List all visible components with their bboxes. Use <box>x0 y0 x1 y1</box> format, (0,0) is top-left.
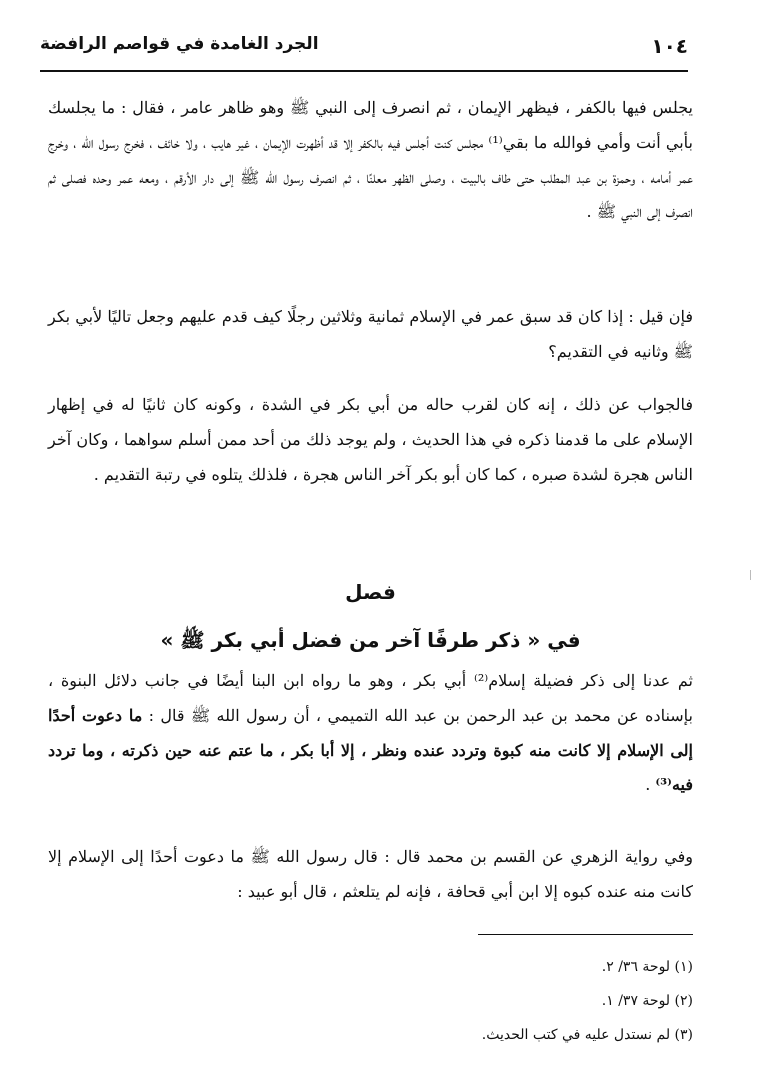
page-header <box>40 30 688 66</box>
paragraph-3-text: فالجواب عن ذلك ، إنه كان لقرب حاله من أبي بكر في الشدة ، وكونه كان ثانيًا له في إظهار الإسلام على ما قدمنا ذكره في هذا الحديث ، ولم يوجد ذلك من أحد ممن أسلم سواهما ، وكان آخر الناس هجرة لشدة صبره ، كما كان أبو بكر آخر الناس هجرة ، فلذلك يتلوه في رتبة التقديم . <box>48 395 694 484</box>
section-subheading: في « ذكر طرفًا آخر من فضل أبي بكر ﷺ » <box>160 628 581 652</box>
footnote-2: (٢) لوحة ٣٧/ ١. <box>601 993 693 1009</box>
header-divider <box>40 70 688 72</box>
running-title: الجرد الغامدة في قواصم الرافضة <box>40 34 319 54</box>
section-heading: فصل <box>345 580 396 604</box>
paragraph-2 <box>48 300 693 370</box>
footnote-3: (٣) لم نستدل عليه في كتب الحديث. <box>481 1027 693 1043</box>
paragraph-4-intro: ثم عدنا إلى ذكر فضيلة إسلام⁽²⁾ أبي بكر ، وهو ما رواه ابن البنا أيضًا في جانب دلائل البنوة ، بإسناده عن محمد بن عبد الرحمن بن عبد الله التميمي ، أن رسول الله ﷺ قال : <box>48 671 694 725</box>
paragraph-3 <box>48 388 693 492</box>
page-number: ١٠٤ <box>651 34 688 58</box>
paragraph-4-end: . <box>645 775 656 795</box>
paragraph-5-text: وفي رواية الزهري عن القسم بن محمد قال : قال رسول الله ﷺ ما دعوت أحدًا إلى الإسلام إلا كانت منه عنده كبوه إلا ابن أبي قحافة ، فإنه لم يتلعثم ، قال أبو عبيد : <box>48 847 693 901</box>
paragraph-5 <box>48 840 693 910</box>
paragraph-2-text: فإن قيل : إذا كان قد سبق عمر في الإسلام ثمانية وثلاثين رجلًا كيف قدم عليهم وجعل تاليًا لأبي بكر ﷺ وثانيه في التقديم؟ <box>48 307 693 361</box>
paragraph-4 <box>48 664 693 803</box>
paragraph-1-text: يجلس فيها بالكفر ، فيظهر الإيمان ، ثم انصرف إلى النبي ﷺ وهو ظاهر عامر ، فقال : ما يجلسك بأبي أنت وأمي فوالله ما بقي⁽¹⁾ مجلس كنت أجلس فيه بالكفر إلا قد أظهرت الإيمان ، غير هايب ، ولا خائف ، فخرج رسول الله ، وخرج عمر أمامه ، وحمزة بن عبد المطلب حتى طاف بالبيت ، وصلى الظهر معلنًا ، ثم انصرف رسول الله ﷺ إلى دار الأرقم ، ومعه عمر وحده فصلى ثم انصرف إلى النبي ﷺ . <box>48 98 694 222</box>
hadith-quote: ما دعوت أحدًا إلى الإسلام إلا كانت منه كبوة وتردد عنده ونظر ، إلا أبا بكر ، ما عتم عنه حين ذكرته ، وما تردد فيه⁽³⁾ <box>48 705 693 795</box>
scan-margin-mark <box>750 570 752 580</box>
paragraph-1 <box>48 91 693 230</box>
footnotes <box>48 950 693 1052</box>
footnote-divider <box>478 934 693 935</box>
paragraph-4-text <box>48 664 693 803</box>
footnote-1: (١) لوحة ٣٦/ ٢. <box>601 959 693 975</box>
